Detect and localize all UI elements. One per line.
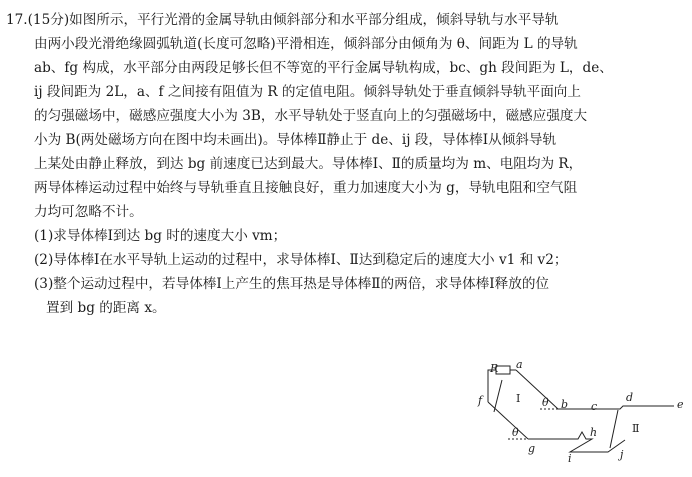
rod-1 xyxy=(494,380,502,412)
rail-diagram-svg xyxy=(460,362,692,474)
label-i: i xyxy=(568,452,572,465)
problem-line-4: ij 段间距为 2L，a、f 之间接有阻值为 R 的定值电阻。倾斜导轨处于垂直倾斜导轨平面向上 xyxy=(34,84,581,100)
problem-17 xyxy=(6,8,684,320)
rail-ab xyxy=(516,370,558,409)
question-2: (2)导体棒Ⅰ在水平导轨上运动的过程中，求导体棒Ⅰ、Ⅱ达到稳定后的速度大小 v1 和 v2； xyxy=(34,252,568,268)
rail-diagram xyxy=(460,362,692,474)
problem-line-9: 力均可忽略不计。 xyxy=(34,204,143,220)
question-1: (1)求导体棒Ⅰ到达 bg 时的速度大小 vm； xyxy=(34,228,287,244)
problem-line-2: 由两小段光滑绝缘圆弧轨道(长度可忽略)平滑相连，倾斜部分由倾角为 θ、间距为 L 的导轨 xyxy=(34,36,578,52)
label-c: c xyxy=(591,400,598,413)
label-rod-1: Ⅰ xyxy=(516,392,521,405)
problem-line-7: 上某处由静止释放，到达 bg 前速度已达到最大。导体棒Ⅰ、Ⅱ的质量均为 m、电阻均为 R， xyxy=(34,156,583,172)
label-rod-2: Ⅱ xyxy=(632,422,640,435)
label-j: j xyxy=(620,448,624,461)
rail-ghij xyxy=(528,432,625,452)
label-R: R xyxy=(490,362,499,375)
label-f: f xyxy=(478,394,483,407)
label-a: a xyxy=(516,362,523,371)
label-g: g xyxy=(528,442,536,455)
question-3-continuation: 置到 bg 的距离 x。 xyxy=(46,300,166,316)
problem-line-6: 小为 B(两处磁场方向在图中均未画出)。导体棒Ⅱ静止于 de、ij 段，导体棒Ⅰ从倾斜导轨 xyxy=(34,132,557,148)
rod-2 xyxy=(610,410,618,448)
label-e: e xyxy=(677,398,684,411)
label-theta-2: θ xyxy=(512,426,519,439)
label-d: d xyxy=(626,391,634,404)
label-theta-1: θ xyxy=(542,396,549,409)
question-3: (3)整个运动过程中，若导体棒Ⅰ上产生的焦耳热是导体棒Ⅱ的两倍，求导体棒Ⅰ释放的位 xyxy=(34,276,550,292)
label-b: b xyxy=(561,398,569,411)
problem-line-5: 的匀强磁场中，磁感应强度大小为 3B，水平导轨处于竖直向上的匀强磁场中，磁感应强度大 xyxy=(34,108,588,124)
rail-bcde xyxy=(558,406,674,409)
problem-line-3: ab、fg 构成，水平部分由两段足够长但不等宽的平行金属导轨构成，bc、gh 段间距为 L，de、 xyxy=(34,60,613,76)
rail-fg xyxy=(488,402,528,439)
label-h: h xyxy=(590,426,598,439)
problem-line-1: 17.(15分)如图所示，平行光滑的金属导轨由倾斜部分和水平部分组成，倾斜导轨与水平导轨 xyxy=(6,12,559,28)
problem-line-8: 两导体棒运动过程中始终与导轨垂直且接触良好，重力加速度大小为 g，导轨电阻和空气阻 xyxy=(34,180,578,196)
